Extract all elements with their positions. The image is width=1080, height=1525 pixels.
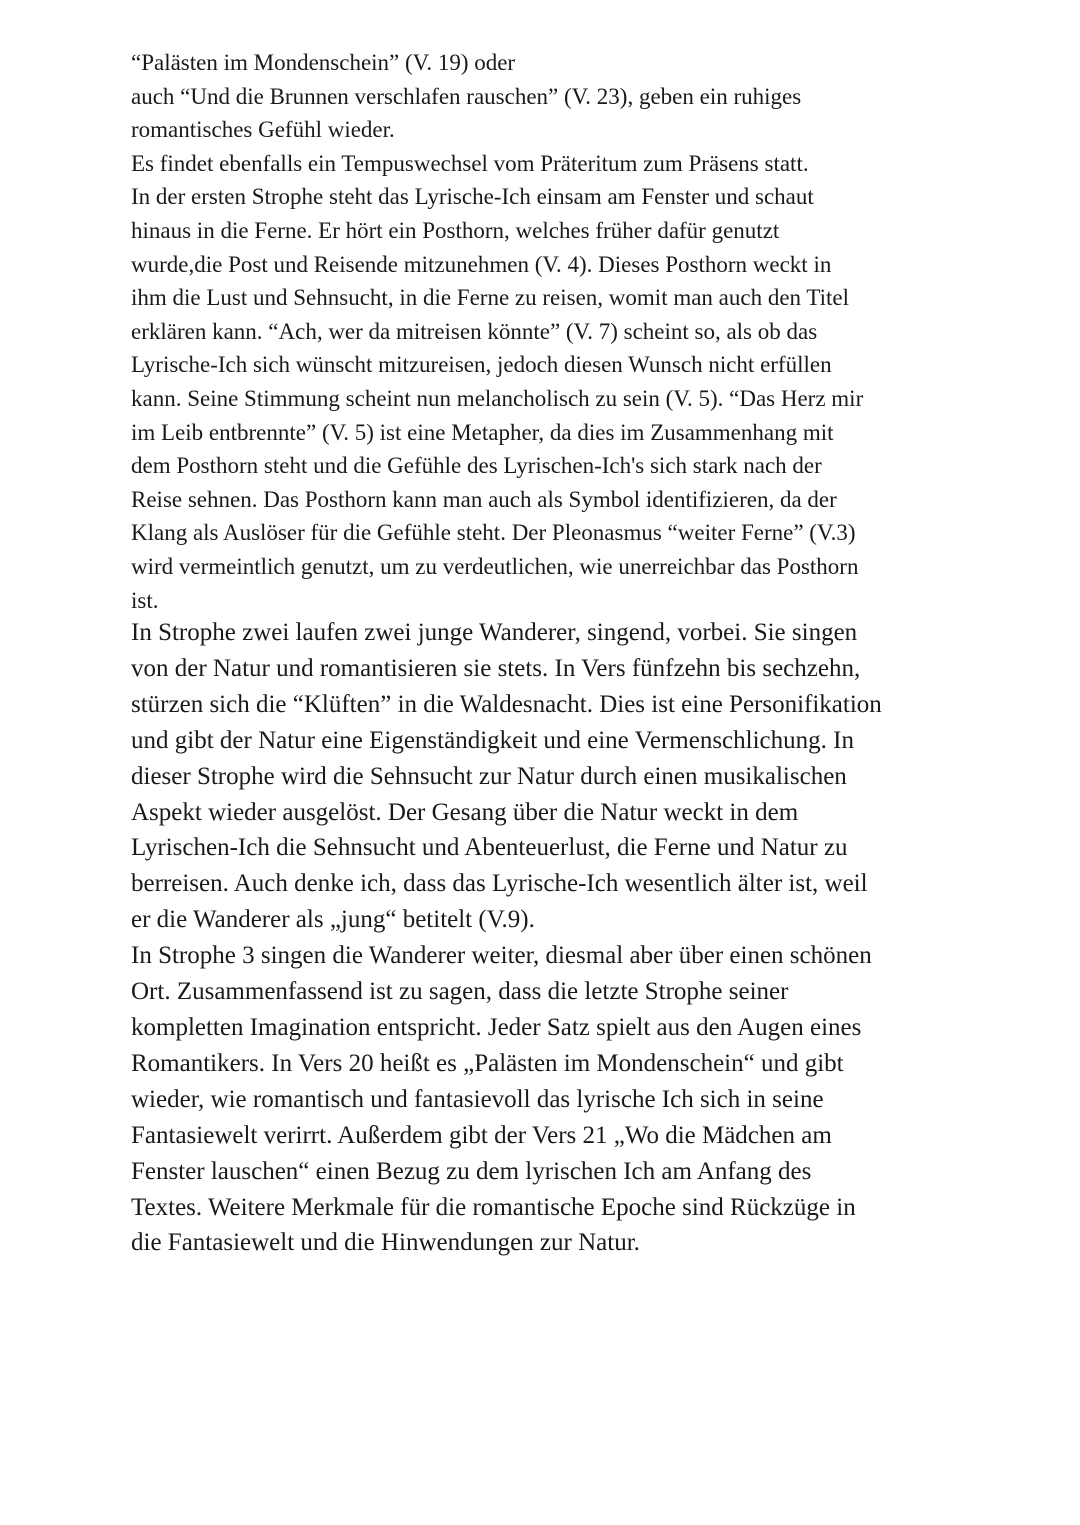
text-line: Es findet ebenfalls ein Tempuswechsel vom Präteritum zum Präsens statt.: [131, 150, 809, 176]
text-line: kompletten Imagination entspricht. Jeder Satz spielt aus den Augen eines: [131, 1013, 862, 1041]
text-line: ist.: [131, 587, 159, 613]
text-line: berreisen. Auch denke ich, dass das Lyrische-Ich wesentlich älter ist, weil: [131, 870, 868, 898]
text-line: Fenster lauschen“ einen Bezug zu dem lyrischen Ich am Anfang des: [131, 1157, 812, 1185]
text-line: wieder, wie romantisch und fantasievoll das lyrische Ich sich in seine: [131, 1085, 824, 1113]
text-line: er die Wanderer als „jung“ betitelt (V.9).: [131, 906, 535, 934]
text-line: In Strophe 3 singen die Wanderer weiter, diesmal aber über einen schönen: [131, 942, 872, 970]
text-line: Lyrische-Ich sich wünscht mitzureisen, jedoch diesen Wunsch nicht erfüllen: [131, 352, 832, 378]
text-line: Ort. Zusammenfassend ist zu sagen, dass die letzte Strophe seiner: [131, 978, 789, 1006]
text-line: auch “Und die Brunnen verschlafen rauschen” (V. 23), geben ein ruhiges: [131, 83, 802, 109]
text-line: Lyrischen-Ich die Sehnsucht und Abenteuerlust, die Ferne und Natur zu: [131, 834, 848, 862]
text-line: Textes. Weitere Merkmale für die romantische Epoche sind Rückzüge in: [131, 1193, 856, 1221]
text-line: stürzen sich die “Klüften” in die Waldesnacht. Dies ist eine Personifikation: [131, 690, 882, 718]
text-line: dem Posthorn steht und die Gefühle des Lyrischen-Ich's sich stark nach der: [131, 453, 822, 479]
text-line: “Palästen im Mondenschein” (V. 19) oder: [131, 50, 516, 75]
text-line: wurde,die Post und Reisende mitzunehmen (V. 4). Dieses Posthorn weckt in: [131, 251, 832, 277]
text-line: In der ersten Strophe steht das Lyrische-Ich einsam am Fenster und schaut: [131, 184, 814, 210]
text-line: und gibt der Natur eine Eigenständigkeit und eine Vermenschlichung. In: [131, 726, 854, 754]
text-block-part-2: [131, 615, 1031, 1261]
text-line: Klang als Auslöser für die Gefühle steht. Der Pleonasmus “weiter Ferne” (V.3): [131, 520, 856, 546]
text-line: Fantasiewelt verirrt. Außerdem gibt der Vers 21 „Wo die Mädchen am: [131, 1121, 832, 1149]
text-line: ihm die Lust und Sehnsucht, in die Ferne zu reisen, womit man auch den Titel: [131, 285, 850, 311]
text-line: hinaus in die Ferne. Er hört ein Posthorn, welches früher dafür genutzt: [131, 217, 780, 243]
text-line: In Strophe zwei laufen zwei junge Wanderer, singend, vorbei. Sie singen: [131, 619, 858, 646]
text-block-part-1: [131, 46, 1031, 617]
text-line: Reise sehnen. Das Posthorn kann man auch als Symbol identifizieren, da der: [131, 486, 837, 512]
text-line: kann. Seine Stimmung scheint nun melancholisch zu sein (V. 5). “Das Herz mir: [131, 385, 864, 411]
text-line: romantisches Gefühl wieder.: [131, 117, 395, 143]
text-line: von der Natur und romantisieren sie stets. In Vers fünfzehn bis sechzehn,: [131, 654, 861, 682]
text-line: wird vermeintlich genutzt, um zu verdeutlichen, wie unerreichbar das Posthorn: [131, 553, 859, 579]
text-line: im Leib entbrennte” (V. 5) ist eine Metapher, da dies im Zusammenhang mit: [131, 419, 834, 445]
text-line: Romantikers. In Vers 20 heißt es „Palästen im Mondenschein“ und gibt: [131, 1049, 844, 1077]
text-line: Aspekt wieder ausgelöst. Der Gesang über die Natur weckt in dem: [131, 798, 799, 826]
text-line: die Fantasiewelt und die Hinwendungen zur Natur.: [131, 1229, 640, 1257]
text-line: erklären kann. “Ach, wer da mitreisen könnte” (V. 7) scheint so, als ob das: [131, 318, 818, 344]
text-line: dieser Strophe wird die Sehnsucht zur Natur durch einen musikalischen: [131, 762, 847, 790]
